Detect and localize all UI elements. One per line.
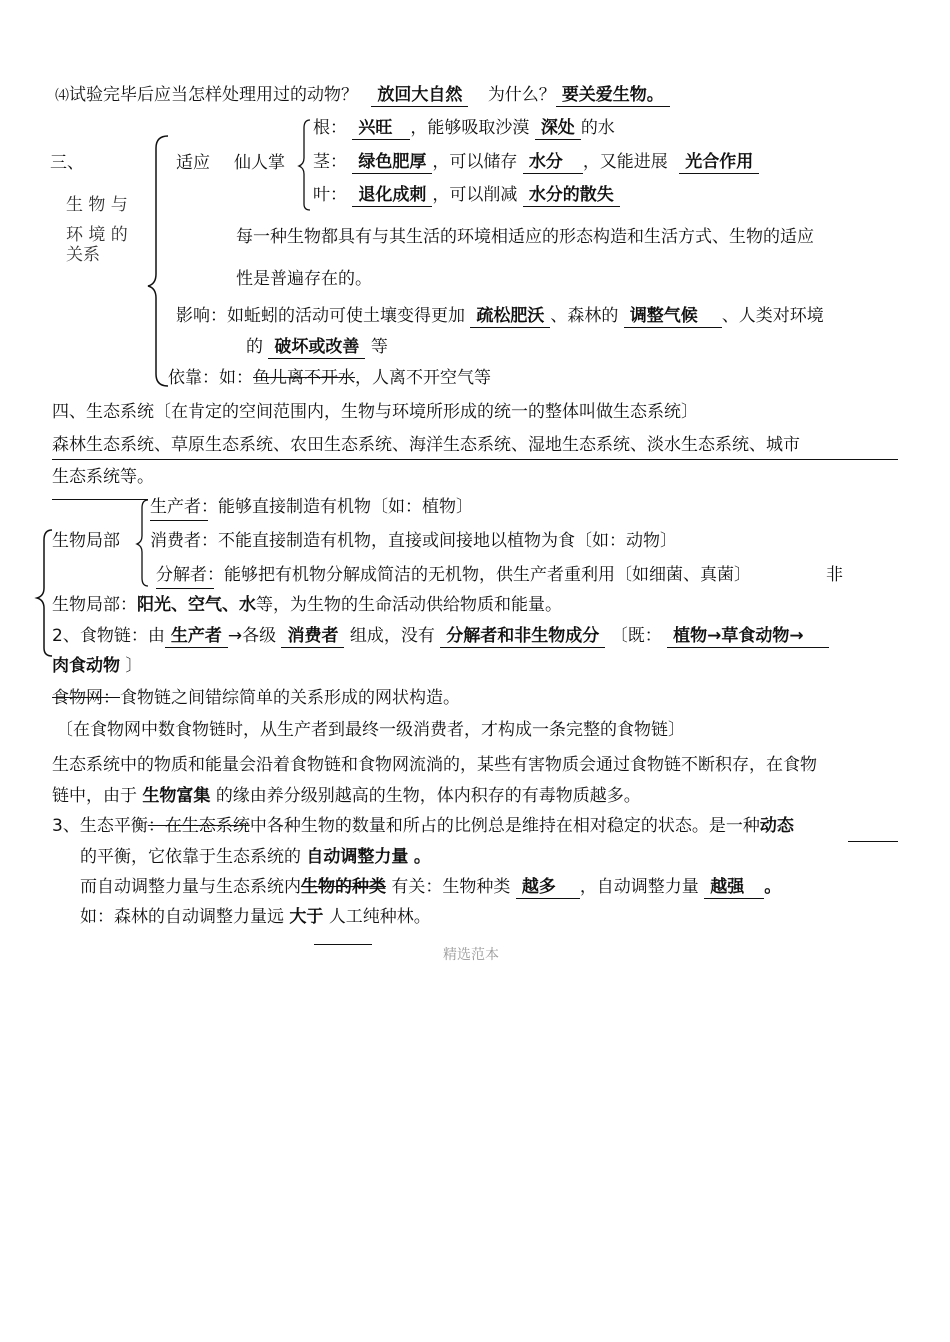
leaf-label: 叶：	[313, 185, 347, 205]
balance-line3	[80, 876, 781, 899]
balance-text-c2: 。	[413, 847, 431, 867]
section4-title: 四、生态系统〔在肯定的空间范围内，生物与环境所形成的统一的整体叫做生态系统〕	[52, 402, 698, 422]
q4-answer2: 要关爱生物。	[556, 84, 670, 107]
underline-types	[52, 459, 898, 460]
adapt-note-line1: 每一种生物都具有与其生活的环境相适应的形态构造和生活方式、生物的适应	[236, 227, 814, 247]
q4-line	[55, 84, 670, 107]
food-chain-text-d: 〕	[125, 656, 143, 676]
balance-text-e: 有关：生物种类	[391, 877, 511, 897]
ecosystem-types-line1: 森林生态系统、草原生态系统、农田生态系统、海洋生态系统、湿地生态系统、淡水生态系统、城市	[52, 435, 800, 455]
section3-title-line2: 环 境 的	[66, 225, 128, 245]
decomposer-underline	[156, 588, 214, 589]
biotic-part-label: 生物局部	[52, 531, 120, 551]
food-chain-fill3: 分解者和非生物成分	[440, 625, 605, 648]
balance-text-a: 3、生态平衡	[52, 816, 148, 836]
stem-fill: 绿色肥厚	[352, 151, 432, 174]
stem-line	[313, 151, 759, 174]
q4-answer1: 放回大自然	[371, 84, 468, 107]
decomposer-line: 分解者：能够把有机物分解成简洁的无机物，供生产者重利用〔如细菌、真菌〕	[156, 565, 751, 585]
depend-strike: 鱼儿离不开水	[253, 368, 355, 388]
non-text: 非	[826, 565, 843, 585]
food-chain-text-c: 〔既：	[610, 626, 662, 646]
energy-flow-line2	[52, 785, 641, 807]
stem-fill3: 光合作用	[679, 151, 759, 174]
depend-text-a: 依靠：如：	[168, 368, 253, 388]
cactus-label: 仙人掌	[234, 153, 285, 173]
producer-underline	[150, 520, 208, 521]
adapt-note-line2: 性是普遍存在的。	[236, 269, 372, 289]
stem-fill2: 水分	[523, 151, 583, 174]
section3-title-line3: 关系	[66, 245, 100, 265]
balance-line2	[80, 846, 431, 868]
q4-question: 试验完毕后应当怎样处理用过的动物？	[69, 85, 358, 105]
balance-text-c: 的平衡，它依靠于生态系统的	[80, 847, 301, 867]
balance-text-d: 而自动调整力量与生态系统内	[80, 877, 301, 897]
abiotic-text-b: 等，为生物的生命活动供给物质和能量。	[256, 595, 562, 615]
influence-fill2: 调整气候	[624, 305, 722, 328]
balance-line1	[52, 815, 794, 837]
influence-text-d: 的	[246, 337, 263, 357]
food-web-text: 食物链之间错综简单的关系形成的网状构造。	[120, 688, 460, 708]
root-rest-a: ，能够吸取沙漠	[410, 118, 530, 138]
footer-watermark: 精选范本	[443, 947, 499, 963]
producer-line: 生产者：能够直接制造有机物〔如：植物〕	[150, 497, 473, 517]
balance-text-f: ，自动调整力量	[579, 877, 699, 897]
food-chain-fill4: 植物→草食动物→	[667, 625, 829, 648]
stem-rest-b: ，又能进展	[582, 152, 668, 172]
stem-label: 茎：	[313, 152, 347, 172]
food-chain-fill1: 生产者	[165, 625, 228, 648]
root-fill2: 深处	[535, 117, 581, 140]
influence-fill1: 疏松肥沃	[470, 305, 550, 328]
section3-title-line1: 生 物 与	[66, 195, 128, 215]
balance-fill6-underline	[314, 944, 372, 945]
influence-text-e: 等	[370, 337, 388, 357]
balance-text-i: 人工纯种林。	[328, 907, 431, 927]
root-rest-b: 的水	[580, 118, 615, 138]
food-chain-fill2: 消费者	[281, 625, 344, 648]
stem-rest-a: ，可以储存	[432, 152, 518, 172]
food-web-note: 〔在食物网中数食物链时，从生产者到最终一级消费者，才构成一条完整的食物链〕	[56, 720, 685, 740]
energy-flow-text-a: 链中，由于	[52, 786, 137, 806]
section3-brace	[140, 134, 170, 394]
food-chain-text-b: 组成，没有	[349, 626, 435, 646]
food-web-label: 食物网：	[52, 688, 120, 708]
q4-why: 为什么？	[487, 85, 556, 105]
cactus-brace	[296, 118, 312, 214]
balance-fill5: 越强	[704, 876, 764, 899]
balance-fill1: 动态	[759, 816, 794, 836]
ecosystem-types-line2: 生态系统等。	[52, 467, 154, 487]
root-label: 根：	[313, 118, 347, 138]
balance-fill6: 大于	[289, 907, 324, 927]
root-fill: 兴旺	[352, 117, 410, 140]
influence-line1	[176, 305, 824, 328]
leaf-rest-a: ，可以削减	[432, 185, 518, 205]
bio-accumulation-fill: 生物富集	[142, 786, 211, 806]
energy-flow-text-b: 的缘由养分级别越高的生物，体内积存的有毒物质越多。	[215, 786, 641, 806]
adapt-label: 适应	[176, 153, 210, 173]
section3-number: 三、	[50, 153, 84, 173]
influence-text-b: 、森林的	[550, 306, 619, 326]
food-chain-line1	[52, 625, 829, 648]
balance-line4	[80, 906, 431, 928]
balance-fill3: 生物的种类	[301, 877, 386, 897]
food-web-line	[52, 687, 460, 709]
balance-fill4: 越多	[516, 876, 580, 899]
influence-fill3: 破坏或改善	[268, 336, 365, 359]
energy-flow-line1: 生态系统中的物质和能量会沿着食物链和食物网流淌的，某些有害物质会通过食物链不断积存，在食物	[52, 755, 817, 775]
balance-text-g: 。	[764, 877, 782, 897]
influence-line2	[246, 336, 388, 359]
abiotic-line	[52, 594, 562, 616]
food-chain-arrow: →各级	[227, 626, 277, 646]
food-chain-fill5: 肉食动物	[52, 656, 120, 676]
q4-num: ⑷	[55, 88, 69, 104]
balance-strike: ：在生态系统	[147, 816, 250, 836]
influence-text-c: 、人类对环境	[721, 306, 824, 326]
food-chain-text-a: 2、食物链：由	[52, 626, 165, 646]
root-line	[313, 117, 615, 140]
depend-line	[168, 367, 491, 389]
balance-fill2: 自动调整力量	[306, 847, 409, 867]
depend-text-b: ，人离不开空气等	[355, 368, 491, 388]
leaf-fill: 退化成刺	[352, 184, 432, 207]
influence-text-a: 影响：如蚯蚓的活动可使土壤变得更加	[176, 306, 465, 326]
abiotic-fill: 阳光、空气、水	[137, 595, 256, 615]
abiotic-text-a: 生物局部：	[52, 595, 137, 615]
consumer-line: 消费者：不能直接制造有机物，直接或间接地以植物为食〔如：动物〕	[150, 531, 677, 551]
balance-text-b: 中各种生物的数量和所占的比例总是维持在相对稳定的状态。是一种	[249, 816, 760, 836]
balance-fill1-underline	[848, 841, 898, 842]
leaf-line	[313, 184, 620, 207]
food-chain-line2	[52, 655, 142, 677]
leaf-fill2: 水分的散失	[523, 184, 620, 207]
balance-text-h: 如：森林的自动调整力量远	[80, 907, 284, 927]
